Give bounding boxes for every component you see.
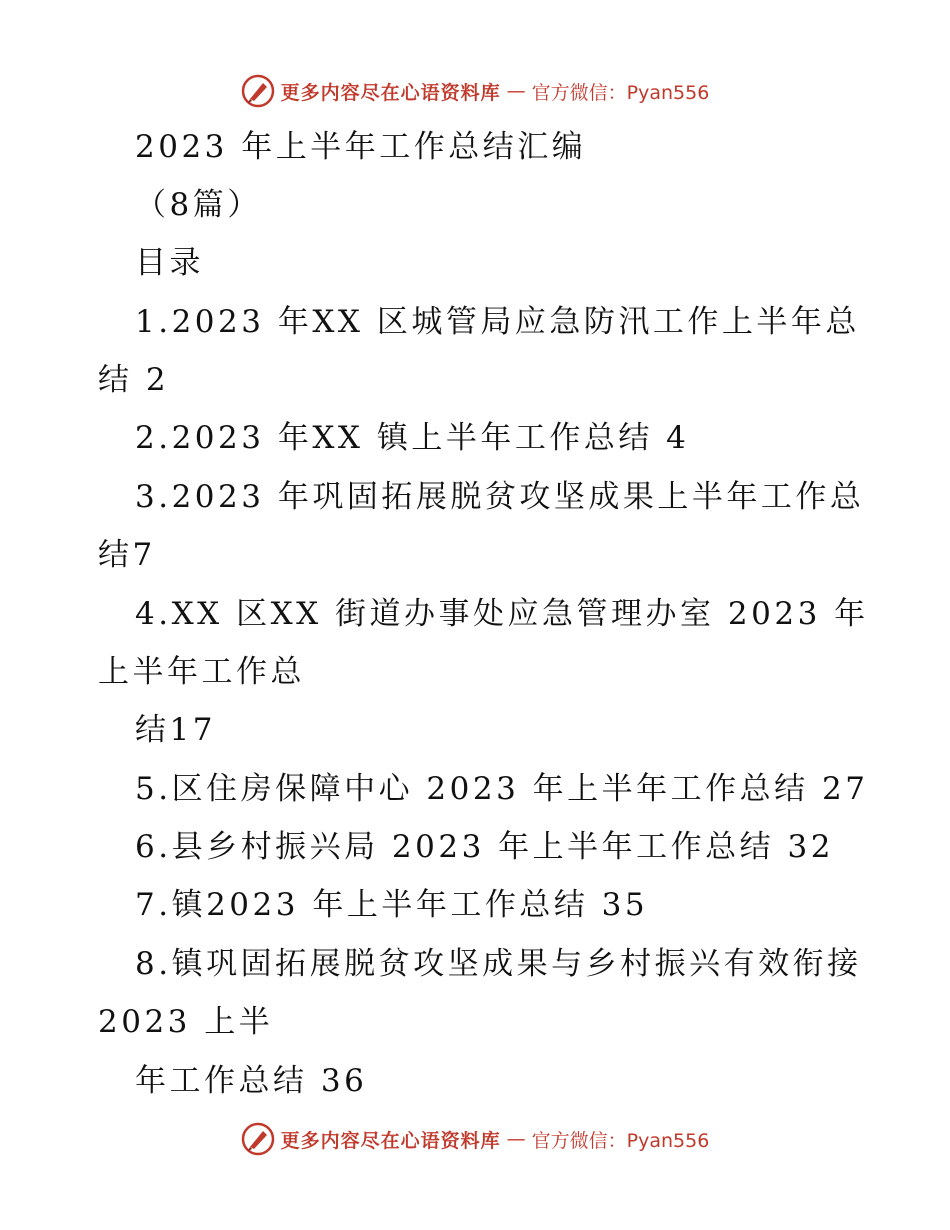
toc-line: 4.XX 区XX 街道办事处应急管理办室 2023 年 (135, 596, 869, 632)
pen-logo-icon (241, 1122, 275, 1156)
watermark-header (0, 74, 950, 108)
toc-line: 年工作总结 36 (135, 1063, 368, 1099)
pen-logo-icon (241, 74, 275, 108)
watermark-wechat: 官方微信：Pyan556 (531, 81, 710, 104)
toc-line: 2023 上半 (98, 1004, 274, 1040)
toc-line: 6.县乡村振兴局 2023 年上半年工作总结 32 (135, 829, 834, 865)
document-title: 2023 年上半年工作总结汇编 (135, 129, 587, 165)
watermark-text: 更多内容尽在心语资料库 (280, 1129, 501, 1152)
toc-line: 5.区住房保障中心 2023 年上半年工作总结 27 (135, 771, 869, 807)
watermark-text: 更多内容尽在心语资料库 (280, 81, 501, 104)
toc-line: 8.镇巩固拓展脱贫攻坚成果与乡村振兴有效衔接 (135, 946, 862, 982)
toc-line: 1.2023 年XX 区城管局应急防汛工作上半年总 (135, 304, 860, 340)
toc-line: 结7 (98, 537, 156, 573)
watermark-footer (0, 1122, 950, 1156)
document-count: （8篇） (135, 187, 262, 223)
toc-heading: 目录 (135, 245, 204, 281)
watermark-dash: — (506, 80, 526, 102)
toc-line: 上半年工作总 (98, 654, 305, 690)
watermark-dash: — (506, 1128, 526, 1150)
toc-line: 7.镇2023 年上半年工作总结 35 (135, 887, 649, 923)
toc-line: 3.2023 年巩固拓展脱贫攻坚成果上半年工作总 (135, 479, 865, 515)
toc-line: 结 2 (98, 362, 170, 398)
toc-line: 结17 (135, 712, 216, 748)
toc-line: 2.2023 年XX 镇上半年工作总结 4 (135, 420, 690, 456)
watermark-wechat: 官方微信：Pyan556 (531, 1129, 710, 1152)
